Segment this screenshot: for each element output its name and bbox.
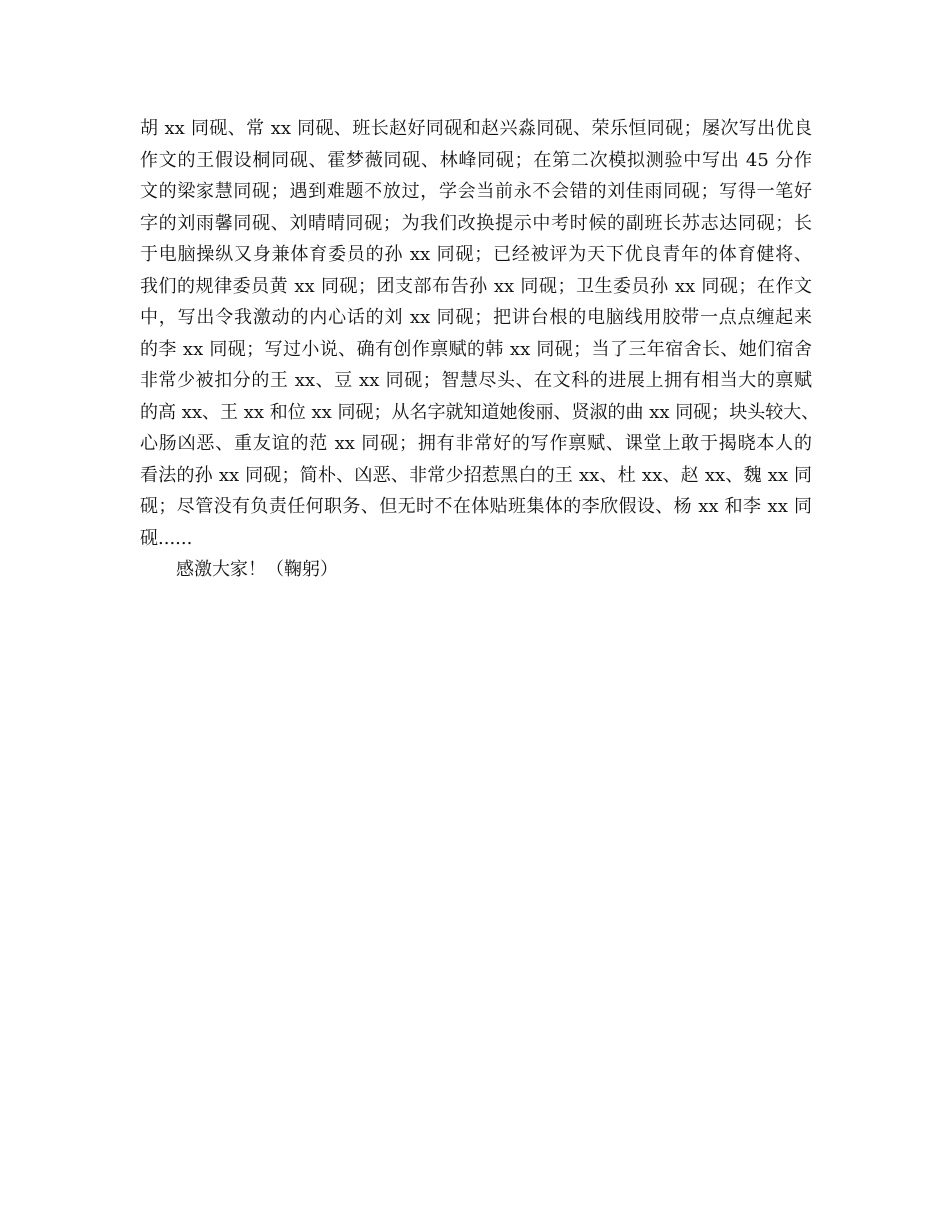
paragraph-line: 我们的规律委员黄 xx 同砚；团支部布告孙 xx 同砚；卫生委员孙 xx 同砚；在作文: [140, 275, 812, 297]
paragraph-line: 砚；尽管没有负责任何职务、但无时不在体贴班集体的李欣假设、杨 xx 和李 xx 同: [140, 496, 812, 517]
paragraph-line: 中，写出令我激动的内心话的刘 xx 同砚；把讲台根的电脑线用胶带一点点缠起来: [140, 307, 812, 328]
closing-line: 感激大家！（鞠躬）: [176, 559, 338, 580]
paragraph-line: 砚......: [140, 527, 193, 549]
paragraph-line: 心肠凶恶、重友谊的范 xx 同砚；拥有非常好的写作禀赋、课堂上敢于揭晓本人的: [140, 433, 812, 454]
paragraph-line: 于电脑操纵又身兼体育委员的孙 xx 同砚；已经被评为天下优良青年的体育健将、: [140, 244, 812, 265]
paragraph-line: 作文的王假设桐同砚、霍梦薇同砚、林峰同砚；在第二次模拟测验中写出 45 分作: [140, 149, 812, 171]
paragraph-line: 字的刘雨馨同砚、刘晴晴同砚；为我们改换提示中考时候的副班长苏志达同砚；长: [140, 212, 812, 234]
paragraph-line: 的李 xx 同砚；写过小说、确有创作禀赋的韩 xx 同砚；当了三年宿舍长、她们宿舍: [140, 338, 812, 360]
paragraph-line: 文的梁家慧同砚；遇到难题不放过，学会当前永不会错的刘佳雨同砚；写得一笔好: [140, 181, 812, 202]
paragraph-line: 看法的孙 xx 同砚；简朴、凶恶、非常少招惹黑白的王 xx、杜 xx、赵 xx、魏 xx 同: [140, 464, 812, 486]
paragraph-line: 胡 xx 同砚、常 xx 同砚、班长赵好同砚和赵兴淼同砚、荣乐恒同砚；屡次写出优良: [140, 118, 812, 139]
document-body: [140, 113, 820, 586]
paragraph-line: 非常少被扣分的王 xx、豆 xx 同砚；智慧尽头、在文科的进展上拥有相当大的禀赋: [140, 370, 812, 391]
paragraph-line: 的高 xx、王 xx 和位 xx 同砚；从名字就知道她俊丽、贤淑的曲 xx 同砚；块头较大、: [140, 401, 820, 423]
